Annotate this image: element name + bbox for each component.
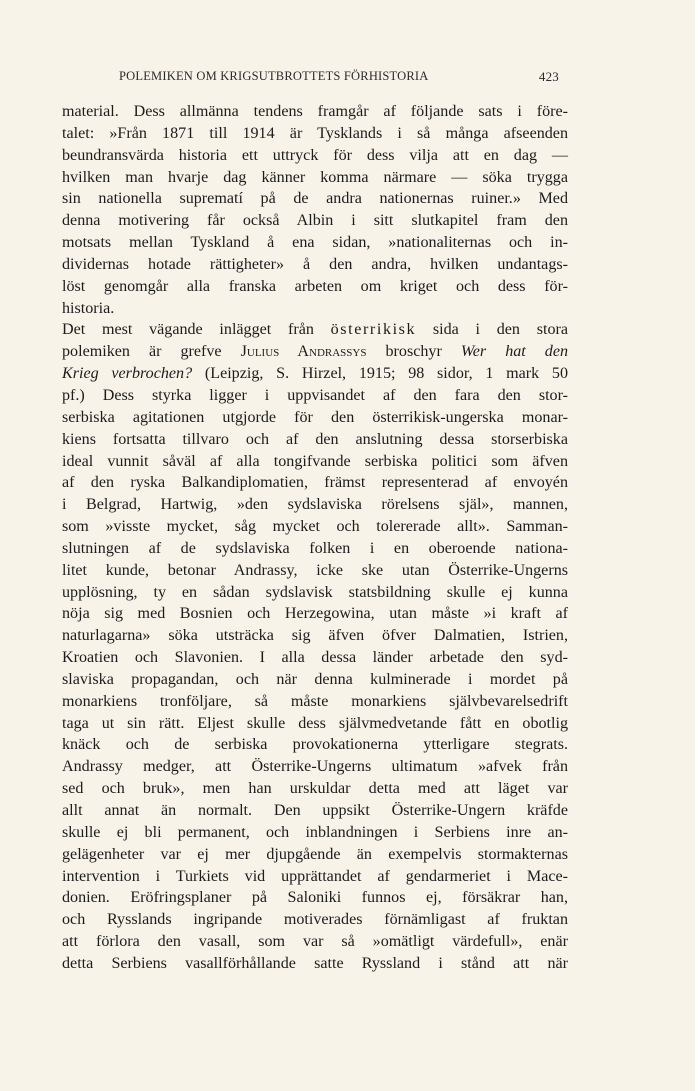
text-line: material. Dess allmänna tendens framgår af följande sats i före- [62, 103, 568, 120]
text-line: kiens fortsatta tillvaro och af den anslutning dessa storserbiska [62, 430, 568, 448]
text-line: löst genomgår alla franska arbeten om kriget och dess för- [62, 277, 568, 295]
text-line: allt annat än normalt. Den uppsikt Österrike-Ungern kräfde [62, 802, 568, 819]
text-run: polemiken är grefve [62, 343, 241, 361]
text-line: monarkiens tronföljare, så måste monarkiens självbevarelsedrift [62, 692, 568, 710]
text-line: som »visste mycket, såg mycket och tolererade allt». Samman- [62, 518, 568, 536]
text-line: pf.) Dess styrka ligger i uppvisandet af den fara den stor- [62, 386, 568, 404]
text-line: donien. Eröfringsplaner på Saloniki funnos ej, försäkrar han, [62, 889, 568, 907]
text-line: dividernas hotade rättigheter» å den andra, hvilken undantags- [62, 255, 568, 273]
text-line: intervention i Turkiets vid upprättandet af gendarmeriet i Mace- [62, 867, 568, 885]
text-line: i Belgrad, Hartwig, »den sydslaviska rörelsens själ», mannen, [62, 496, 568, 514]
text-line: gelägenheter var ej mer djupgående än exempelvis stormakternas [62, 845, 568, 863]
page-number: 423 [538, 69, 559, 84]
text-run: Julius Andrassys [240, 343, 367, 361]
text-line [62, 341, 568, 363]
text-line: detta Serbiens vasallförhållande satte Ryssland i stånd att när [62, 954, 568, 972]
text-line: knäck och de serbiska provokationerna ytterligare stegrats. [62, 736, 568, 754]
text-line: naturlagarna» söka utsträcka sig äfven öfver Dalmatien, Istrien, [62, 627, 568, 645]
text-line: hvilken man hvarje dag känner komma närmare — söka trygga [62, 168, 568, 186]
text-line: af den ryska Balkandiplomatien, främst representerad af envoyén [62, 474, 568, 492]
text-line [62, 363, 568, 385]
text-line: Kroatien och Slavonien. I alla dessa länder arbetade den syd- [62, 649, 568, 667]
text-line: skulle ej bli permanent, och inblandningen i Serbiens inre an- [62, 823, 568, 841]
text-line: sed och bruk», men han urskuldar detta med att läget var [62, 780, 568, 798]
text-line: och Rysslands ingripande motiverades förnämligast af fruktan [62, 911, 568, 929]
text-line: slaviska propagandan, och när denna kulminerade i mordet på [62, 670, 568, 688]
text-line: nöja sig med Bosnien och Herzegowina, utan måste »i kraft af [62, 605, 568, 623]
running-head [119, 69, 599, 87]
text-run: Krieg verbrochen? [62, 365, 193, 383]
text-line: talet: »Från 1871 till 1914 är Tysklands i så många afseenden [62, 124, 568, 142]
text-line: sin nationella suprematí på de andra nationernas ruiner.» Med [62, 190, 568, 208]
body-text [62, 101, 568, 975]
text-line: ideal vunnit såväl af alla tongifvande serbiska politici som äfven [62, 452, 568, 470]
text-run: österrikisk [330, 321, 417, 339]
text-run: sida i den stora [416, 321, 568, 339]
text-line: taga ut sin rätt. Eljest skulle dess självmedvetande fått en obotlig [62, 714, 568, 732]
text-run: Wer hat den [460, 343, 569, 361]
text-line: att förlora den vasall, som var så »omätligt värdefull», enär [62, 933, 568, 951]
text-line: Andrassy medger, att Österrike-Ungerns ultimatum »afvek från [62, 758, 568, 776]
text-run: (Leipzig, S. Hirzel, 1915; 98 sidor, 1 mark 50 [192, 365, 569, 383]
text-line [62, 319, 568, 341]
text-line: beundransvärda historia ett uttryck för dess vilja att en dag — [62, 146, 568, 164]
text-line: litet kunde, betonar Andrassy, icke ske utan Österrike-Ungerns [62, 561, 568, 579]
text-line: motsats mellan Tyskland å ena sidan, »nationaliternas och in- [62, 234, 568, 252]
text-line: upplösning, ty en sådan sydslavisk statsbildning skulle ej kunna [62, 583, 568, 601]
text-line: serbiska agitationen utgjorde för den österrikisk-ungerska monar- [62, 408, 568, 426]
text-run: broschyr [366, 343, 461, 361]
running-title: POLEMIKEN OM KRIGSUTBROTTETS FÖRHISTORIA [119, 69, 429, 83]
text-line: slutningen af de sydslaviska folken i en oberoende nationa- [62, 539, 568, 557]
text-line: historia. [62, 299, 115, 317]
text-run: Det mest vägande inlägget från [62, 321, 331, 339]
text-line: denna motivering får också Albin i sitt slutkapitel fram den [62, 212, 568, 230]
